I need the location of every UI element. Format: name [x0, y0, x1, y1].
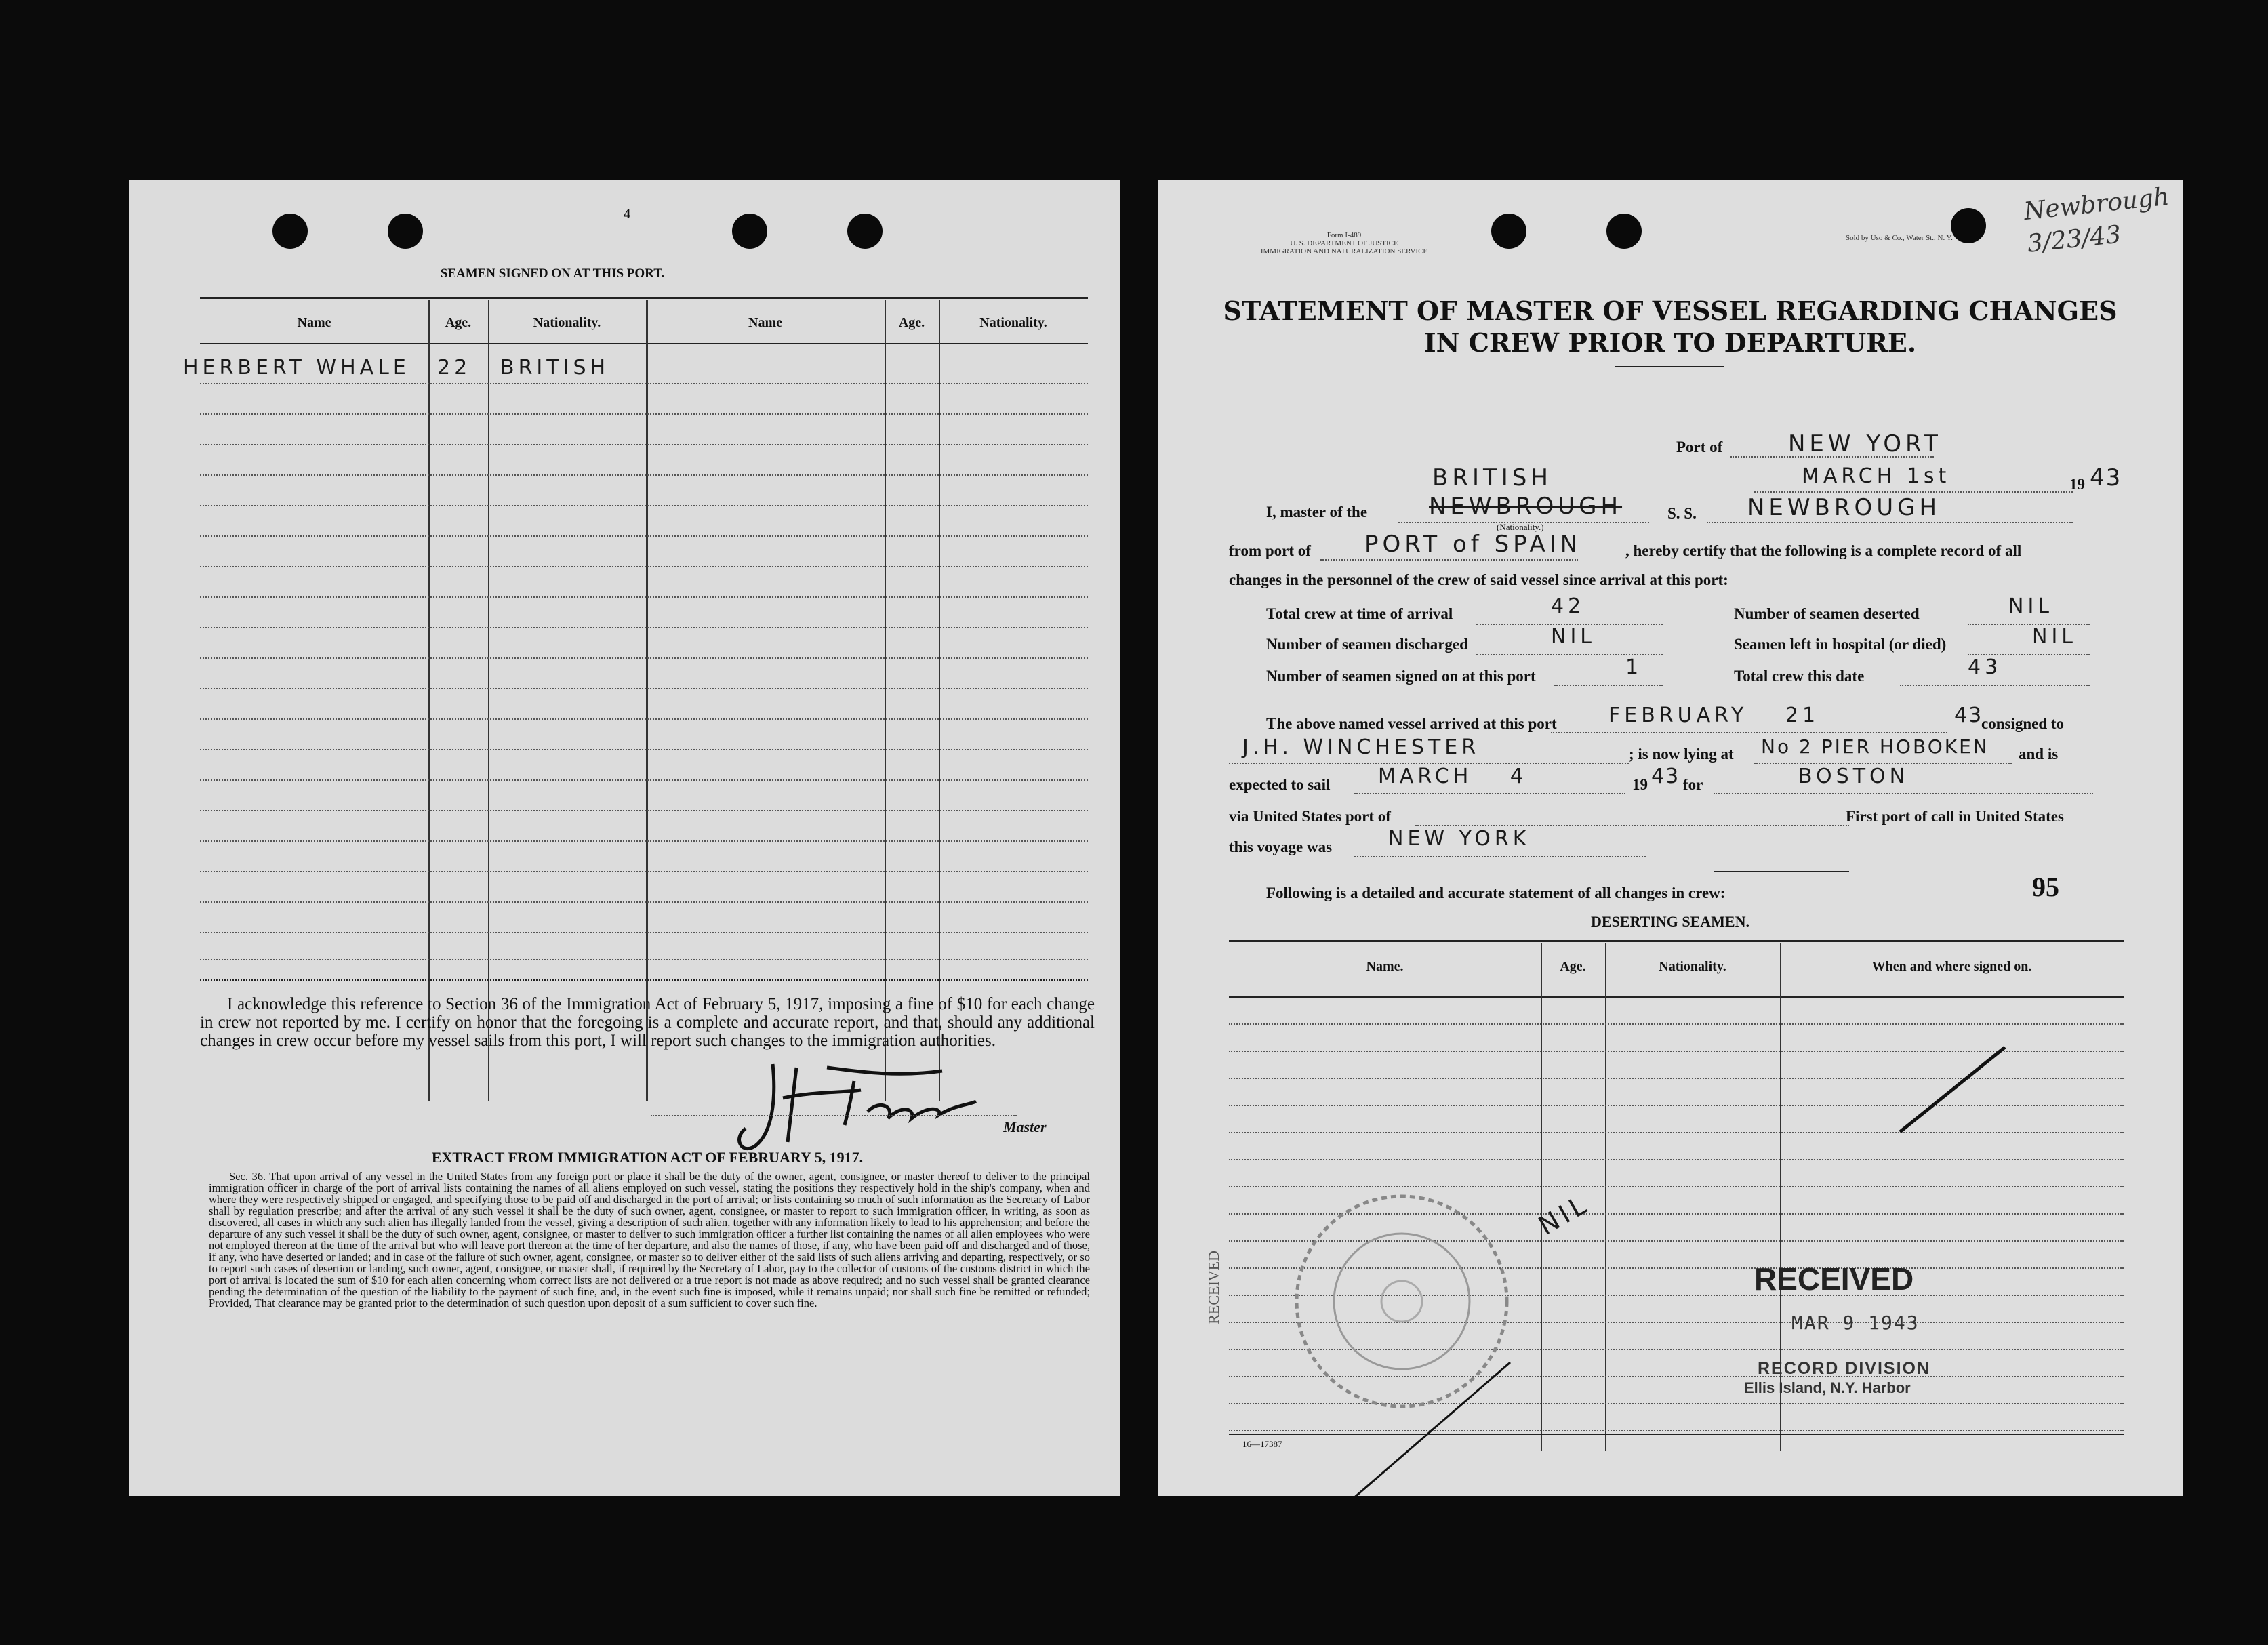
agency-sub: IMMIGRATION AND NATURALIZATION SERVICE	[1260, 247, 1428, 256]
stamp-number: 95	[2032, 872, 2059, 902]
stat-hospital-value: NIL	[2032, 625, 2078, 649]
nationality-caption: (Nationality.)	[1497, 522, 1544, 532]
record-division: RECORD DIVISION	[1758, 1359, 1931, 1378]
received-stamp: RECEIVED	[1754, 1261, 1914, 1297]
footer-code: 16—17387	[1242, 1439, 1282, 1449]
section-title: SEAMEN SIGNED ON AT THIS PORT.	[440, 266, 665, 281]
col-header-age: Age.	[445, 315, 472, 330]
expected-label: expected to sail	[1229, 776, 1331, 793]
and-is: and is	[2019, 746, 2059, 763]
ellis-island: Ellis Island, N.Y. Harbor	[1744, 1379, 1911, 1396]
stat-discharged-value: NIL	[1551, 625, 1596, 649]
right-page	[1158, 180, 2183, 1496]
extract-text: Sec. 36. That upon arrival of any vessel in the United States from any foreign port or place it shall be the duty of the owner, agent, consignee, or master thereof to deliver to the principal immigration officer in charge of the port of arrival lists containing the names of all aliens employed on such vessel, stating the positions they respectively hold in the ship's company, when and where they were respectively shipped or engaged, and specifying those to be paid off and discharged in the port of arrival; or lists containing so much of such information as the Secretary of Labor shall by regulation prescribe; and after the arrival of any such vessel it shall be the duty of such owner, agent, consignee, or master to report to such immigration officer, in writing, as soon as discovered, all cases in which any such alien has illegally landed from the vessel, giving a description of such alien, together with any information likely to lead to his apprehension; and before the departure of any such vessel it shall be the duty of such owner, agent, consignee, or master to deliver to such immigration officer a further list containing the names of all alien employees who were not employed thereon at the time of the arrival but who will leave port thereon at the time of her departure, and also the names of those, if any, who have been paid off and discharged and of those, if any, who have deserted or landed; and in case of the failure of such owner, agent, consignee, or master so to deliver either of the said lists of such aliens arriving and departing, respectively, or so to report such cases of desertion or landing, such owner, agent, consignee, or master shall, if required by the Secretary of Labor, pay to the collector of customs of the customs district in which the port of arrival is located the sum of $10 for each alien concerning whom correct lists are not delivered or a true report is not made as above required; and no such vessel shall be granted clearance pending the determination of the question of the liability to the payment of such fine, and, in the event such fine is imposed, while it remains unpaid; nor shall such fine be remitted or refunded; Provided, That clearance may be granted prior to the determination of such question upon deposit of a sum sufficient to cover such fine.	[209, 1170, 1090, 1309]
punch-hole	[847, 214, 883, 249]
punch-hole	[272, 214, 308, 249]
for-label: for	[1683, 776, 1703, 793]
agency: U. S. DEPARTMENT OF JUSTICE	[1290, 239, 1398, 247]
following-label: Following is a detailed and accurate statement of all changes in crew:	[1266, 885, 1726, 901]
page-number: 4	[624, 207, 630, 222]
via-label: via United States port of	[1229, 808, 1391, 825]
lying-at-value: No 2 PIER HOBOKEN	[1761, 735, 1989, 758]
acknowledgement-text: I acknowledge this reference to Section 36 of the Immigration Act of February 5, 1917, imposing a fine of $10 for each change in crew not reported by me. I certify on honor that the foregoing is a complete and accurate report, and that, should any additional changes in crew occur before my vessel sails from this port, I will report such changes to the immigration authorities.	[200, 995, 1095, 1050]
col-header-name: Name	[297, 315, 331, 330]
master-of-value: NEWBROUGH	[1429, 493, 1623, 520]
from-port-label: from port of	[1229, 542, 1311, 559]
certify-text: , hereby certify that the following is a complete record of all	[1625, 542, 2022, 559]
row-name: HERBERT WHALE	[183, 356, 410, 380]
consigned-label: consigned to	[1981, 715, 2065, 732]
master-caption: Master	[1003, 1118, 1047, 1135]
col-header-nationality: Nationality.	[979, 315, 1047, 330]
stat-discharged-label: Number of seamen discharged	[1266, 636, 1468, 653]
date-value: MARCH 1st	[1802, 464, 1951, 488]
stat-total-date-label: Total crew this date	[1734, 668, 1865, 685]
stat-total-arrival-label: Total crew at time of arrival	[1266, 605, 1453, 622]
nil-mark: NIL	[1533, 1188, 1595, 1241]
stat-total-arrival-value: 42	[1551, 594, 1585, 618]
ss-label: S. S.	[1667, 505, 1697, 522]
sail-year-prefix: 19	[1632, 776, 1648, 793]
title-line-2: IN CREW PRIOR TO DEPARTURE.	[1423, 327, 1917, 358]
stat-hospital-label: Seamen left in hospital (or died)	[1734, 636, 1947, 653]
col-header-age: Age.	[1560, 959, 1586, 974]
sail-year: 43	[1651, 765, 1680, 788]
lying-label: ; is now lying at	[1629, 746, 1734, 763]
port-value: NEW YORT	[1788, 430, 1942, 458]
sail-date: MARCH 4	[1378, 765, 1527, 788]
col-header-age: Age.	[898, 315, 925, 330]
col-header-nationality: Nationality.	[533, 315, 601, 330]
deserting-title: DESERTING SEAMEN.	[1591, 913, 1749, 930]
ship-name: NEWBROUGH	[1747, 494, 1941, 521]
first-port-label: First port of call in United States	[1846, 808, 2064, 825]
stat-deserted-label: Number of seamen deserted	[1734, 605, 1920, 622]
row-age: 22	[437, 356, 472, 380]
year-prefix: 19	[2069, 476, 2085, 493]
year-value: 43	[2090, 464, 2122, 491]
received-date: MAR 9 1943	[1791, 1312, 1920, 1334]
row-nationality: BRITISH	[500, 356, 610, 380]
col-header-name: Name	[748, 315, 782, 330]
form-id: Form I-489	[1327, 231, 1362, 239]
stat-total-date-value: 43	[1968, 655, 2002, 679]
left-page	[129, 180, 1120, 1496]
stat-signed-on-label: Number of seamen signed on at this port	[1266, 668, 1536, 685]
printer-credit: Sold by Uso & Co., Water St., N. Y.	[1846, 234, 1953, 242]
stat-signed-on-value: 1	[1625, 655, 1643, 679]
master-signature	[725, 1051, 1010, 1159]
stat-deserted-value: NIL	[2008, 594, 2054, 618]
arrived-date: FEBRUARY 21	[1608, 704, 1820, 727]
seal-received-vertical: RECEIVED	[1205, 1251, 1222, 1324]
arrived-year: 43	[1954, 704, 1983, 727]
title-line-1: STATEMENT OF MASTER OF VESSEL REGARDING CHANGES	[1223, 296, 2118, 326]
from-port-value: PORT of SPAIN	[1364, 531, 1582, 558]
margin-note: Newbrough 3/23/43	[2022, 182, 2171, 258]
punch-hole	[732, 214, 767, 249]
changes-text: changes in the personnel of the crew of said vessel since arrival at this port:	[1229, 571, 1728, 588]
first-port-value: NEW YORK	[1388, 827, 1531, 851]
received-seal	[1253, 1156, 1537, 1481]
punch-hole	[388, 214, 423, 249]
destination-value: BOSTON	[1798, 765, 1909, 788]
col-header-name: Name.	[1366, 959, 1404, 974]
consignee-value: J.H. WINCHESTER	[1242, 735, 1480, 759]
col-header-nationality: Nationality.	[1659, 959, 1726, 974]
voyage-label: this voyage was	[1229, 838, 1333, 855]
nationality-value: BRITISH	[1432, 464, 1552, 491]
extract-title: EXTRACT FROM IMMIGRATION ACT OF FEBRUARY 5, 1917.	[431, 1149, 864, 1166]
arrived-label: The above named vessel arrived at this port	[1266, 715, 1557, 732]
master-of-label: I, master of the	[1266, 504, 1368, 521]
col-header-signed-on: When and where signed on.	[1871, 959, 2032, 974]
port-label: Port of	[1676, 439, 1723, 455]
